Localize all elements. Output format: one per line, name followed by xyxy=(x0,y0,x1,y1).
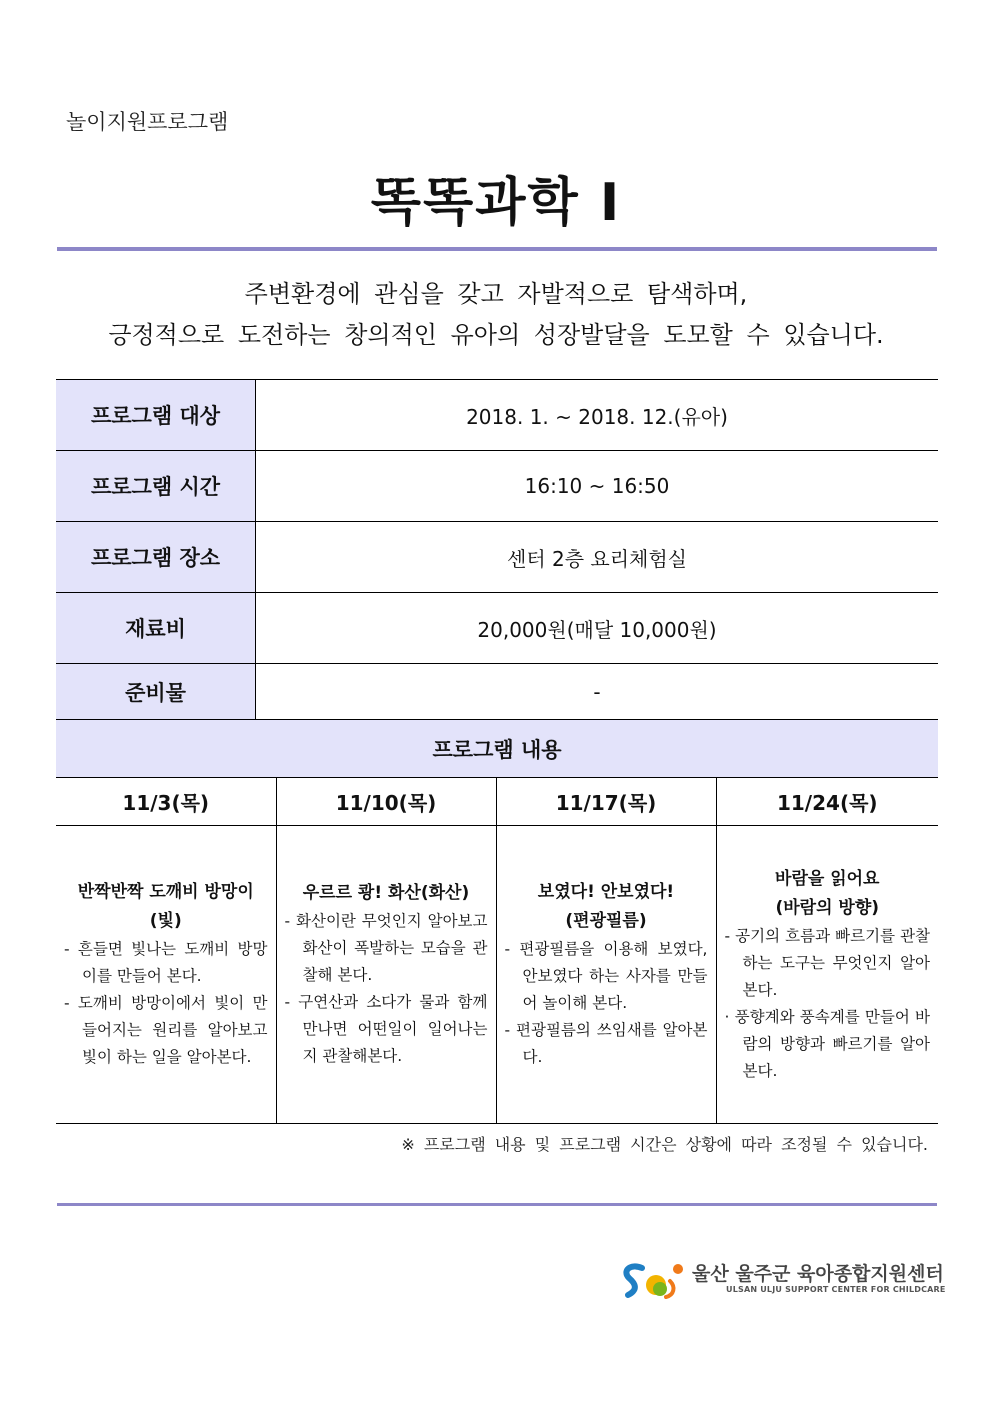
session-bullet: - 흔들면 빛나는 도깨비 방망이를 만들어 본다. xyxy=(64,940,268,985)
session-cell xyxy=(56,826,276,1124)
info-row-place xyxy=(56,522,938,593)
info-value: - xyxy=(256,664,939,720)
info-value: 20,000원(매달 10,000원) xyxy=(256,593,939,664)
info-row-target xyxy=(56,380,938,451)
info-label: 프로그램 장소 xyxy=(56,522,256,593)
info-value: 16:10 ~ 16:50 xyxy=(256,451,939,522)
session-cell xyxy=(496,826,716,1124)
session-subtitle: (바람의 방향) xyxy=(775,897,880,918)
info-row-fee xyxy=(56,593,938,664)
intro-text xyxy=(0,274,992,356)
session-bullet: - 구연산과 소다가 물과 함께 만나면 어떤일이 일어나는지 관찰해본다. xyxy=(284,993,488,1065)
session-bullet: - 공기의 흐름과 빠르기를 관찰하는 도구는 무엇인지 알아본다. xyxy=(724,926,931,999)
session-date: 11/3(목) xyxy=(56,778,276,826)
session-date: 11/24(목) xyxy=(716,778,938,826)
session-bullet: - 편광필름을 이용해 보였다, 안보였다 하는 사자를 만들어 놀이해 본다. xyxy=(504,940,708,1012)
info-label: 프로그램 시간 xyxy=(56,451,256,522)
session-title: 보였다! 안보였다! xyxy=(537,882,675,902)
session-subtitle: (빛) xyxy=(149,911,182,931)
info-value: 2018. 1. ~ 2018. 12.(유아) xyxy=(256,380,939,451)
session-bullet: - 화산이란 무엇인지 알아보고 화산이 폭발하는 모습을 관찰해 본다. xyxy=(284,912,488,984)
program-category: 놀이지원프로그램 xyxy=(66,110,229,134)
center-name-english: ULSAN ULJU SUPPORT CENTER FOR CHILDCARE xyxy=(726,1285,946,1294)
info-label: 준비물 xyxy=(56,664,256,720)
program-info-table xyxy=(56,379,938,720)
session-subtitle: (편광필름) xyxy=(565,911,647,931)
schedule-note: ※ 프로그램 내용 및 프로그램 시간은 상황에 따라 조정될 수 있습니다. xyxy=(401,1135,928,1154)
info-row-supplies xyxy=(56,664,938,720)
session-title: 우르르 쾅! 화산(화산) xyxy=(302,883,470,903)
program-content-table xyxy=(56,720,938,1124)
center-name: 울산 울주군 육아종합지원센터 xyxy=(692,1263,944,1285)
info-row-time xyxy=(56,451,938,522)
session-cell xyxy=(276,826,496,1124)
center-logo-icon xyxy=(620,1259,690,1301)
info-label: 프로그램 대상 xyxy=(56,380,256,451)
intro-line-2: 긍정적으로 도전하는 창의적인 유아의 성장발달을 도모할 수 있습니다. xyxy=(108,321,884,349)
info-label: 재료비 xyxy=(56,593,256,664)
top-divider xyxy=(57,247,937,251)
center-logo xyxy=(620,1259,946,1301)
session-bullet: - 도깨비 방망이에서 빛이 만들어지는 원리를 알아보고 빛이 하는 일을 알아본다. xyxy=(64,994,268,1066)
session-title: 바람을 읽어요 xyxy=(775,868,880,889)
session-bullet: - 편광필름의 쓰임새를 알아본다. xyxy=(504,1021,708,1066)
session-date: 11/17(목) xyxy=(496,778,716,826)
info-value: 센터 2층 요리체험실 xyxy=(256,522,939,593)
session-date: 11/10(목) xyxy=(276,778,496,826)
session-bullet: · 풍향계와 풍속계를 만들어 바람의 방향과 빠르기를 알아본다. xyxy=(724,1007,931,1080)
bottom-divider xyxy=(57,1203,937,1206)
page-title: 똑똑과학 I xyxy=(370,173,622,233)
content-header: 프로그램 내용 xyxy=(56,720,938,778)
intro-line-1: 주변환경에 관심을 갖고 자발적으로 탐색하며, xyxy=(244,280,748,308)
session-title: 반짝반짝 도깨비 방망이 xyxy=(77,882,254,902)
session-cell xyxy=(716,826,938,1124)
